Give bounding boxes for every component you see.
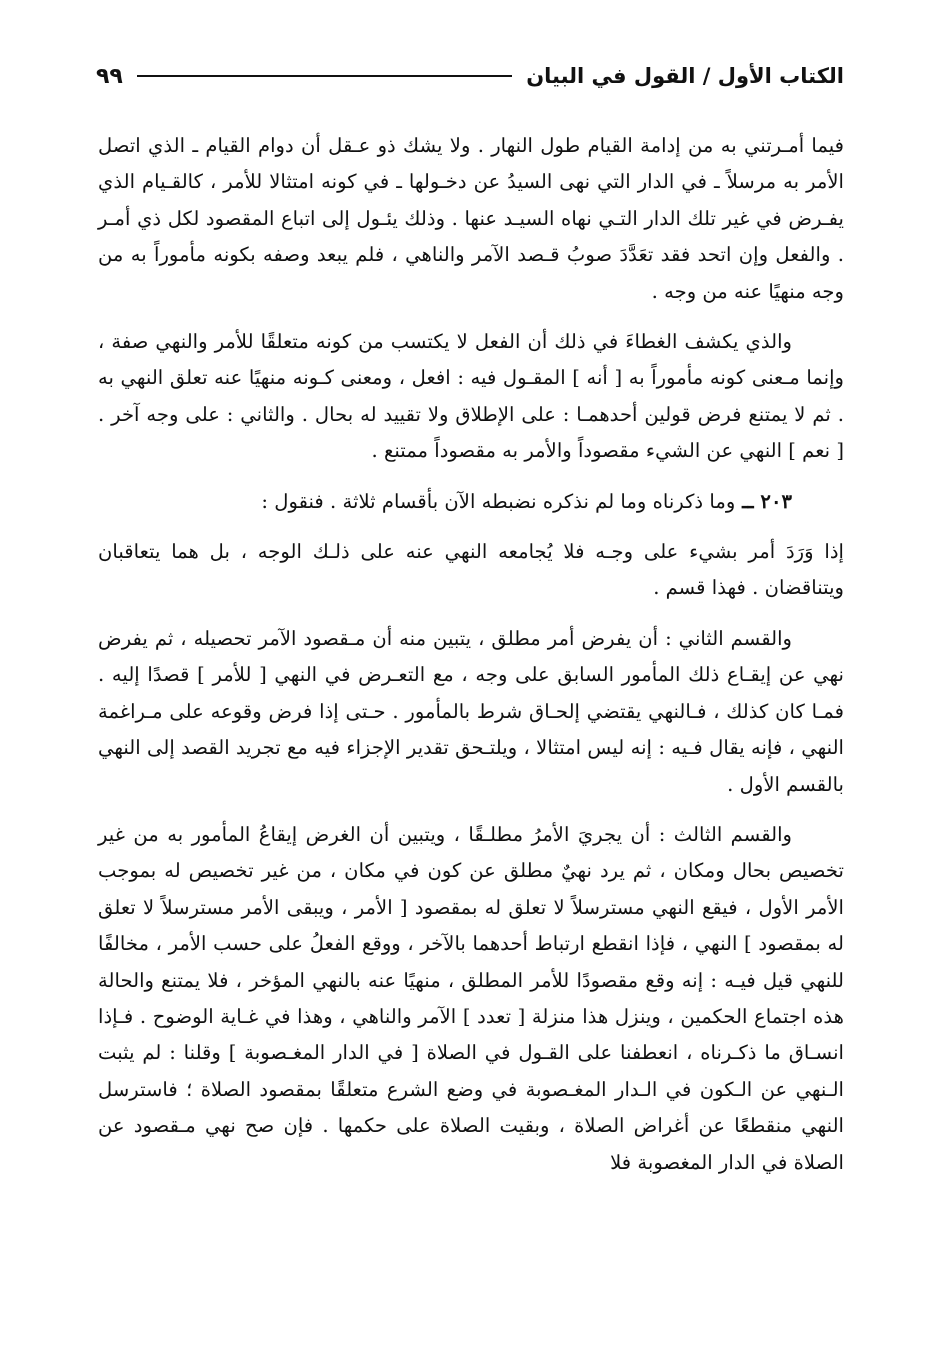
paragraph-gap [98,310,844,324]
paragraph-1: فيما أمـرتني به من إدامة القيام طول النهار . ولا يشك ذو عـقل أن دوام القيام ـ الذي اتصل الأمر به مرسلاً ـ في الدار التي نهى السيدُ عن دخـولها ـ في كونه امتثالا للأمر ، كالقـيام الذي يفـرض في غير تلك الدار التـي نهاه السيـد عنها . وذلك يئـول إلى اتباع المقصود لكل ذي أمـر . والفعل وإن اتحد فقد تعَدَّدَ صوبُ قـصد الآمر والناهي ، فلم يبعد وصفه بكونه مأموراً به من وجه منهيًا عنه من وجه . [98,134,844,303]
section-number: ٢٠٣ ــ [735,489,792,513]
paragraph-4: إذا وَرَدَ أمر بشيء على وجـه فلا يُجامعه النهي عنه على ذلـك الوجه ، بل هما يتعاقبان ويتناقضان . فهذا قسم . [98,540,844,600]
header-title: الكتاب الأول / القول في البيان [526,64,844,88]
paragraph-2: والذي يكشف الغطاءَ في ذلك أن الفعل لا يكتسب من كونه متعلقًا للأمر والنهي صفة ، وإنما مـعنى كونه مأموراً به [ أنه ] المقـول فيه : افعل ، ومعنى كـونه منهيًا عنه تعلق النهي به . ثم لا يمتنع فرض قولين أحدهمـا : على الإطلاق ولا تقييد له بحال . والثاني : على وجه آخر . [ نعم ] النهي عن الشيء مقصوداً والأمر به مقصوداً ممتنع . [98,330,844,463]
paragraph-gap [98,520,844,534]
paragraph-3 [98,484,844,520]
paragraph-3-text: وما ذكرناه وما لم نذكره نضبطه الآن بأقسام ثلاثة . فنقول : [261,489,736,513]
page-number: ٩٩ [96,63,123,89]
header-rule [137,75,512,77]
paragraph-gap [98,803,844,817]
running-header [96,56,844,96]
paragraph-5: والقسم الثاني : أن يفرض أمر مطلق ، يتبين منه أن مـقصود الآمر تحصيله ، ثم يفرض نهي عن إيقـاع ذلك المأمور السابق على وجه ، مع التعـرض في النهي [ للأمر ] قصدًا إليه . فمـا كان كذلك ، فـالنهي يقتضي إلحـاق شرط بالمأمور . حـتى إذا فرض وقوعه على مـراغمة النهي ، فإنه يقال فـيه : إنه ليس امتثالا ، ويلتـحق تقدير الإجزاء فيه مع تجريد القصد إلى النهي بالقسم الأول . [98,626,844,796]
paragraph-6: والقسم الثالث : أن يجريَ الأمرُ مطلـقًا ، ويتبين أن الغرض إيقاعُ المأمور به من غير تخصيص بحال ومكان ، ثم يرد نهيٌ مطلق عن كون في مكان ، من غير تخصيص له بموجب الأمر الأول ، فيقع النهي مسترسلاً لا تعلق له بمقصود [ الأمر ، ويبقى الأمر مسترسلاً لا تعلق له بمقصود ] النهي ، فإذا انقطع ارتباط أحدهما بالآخر ، ووقع الفعلُ على حسب الأمر ، مخالفًا للنهي قيل فيـه : إنه وقع مقصودًا للأمر المطلق ، منهيًا عنه بالنهي المؤخر ، فلا يمتنع والحالة هذه اجتماع الحكمين ، وينزل هذا منزلة [ تعدد ] الآمر والناهي ، وهذا في غـاية الوضوح . فـإذا انسـاق ما ذكـرناه ، انعطفنا على القـول في الصلاة [ في الدار المغـصوبة ] وقلنا : لم يثبت الـنهي عن الـكون في الـدار المغـصوبة في وضع الشرع متعلقًا بمقصود الصلاة ؛ فاسترسل النهي منقطعًا عن أغراض الصلاة ، وبقيت الصلاة على حكمها . فإن صح نهي مـقصود عن الصلاة في الدار المغصوبة فلا [98,822,844,1174]
paragraph-gap [98,470,844,484]
page-body [98,128,844,1181]
paragraph-gap [98,607,844,621]
